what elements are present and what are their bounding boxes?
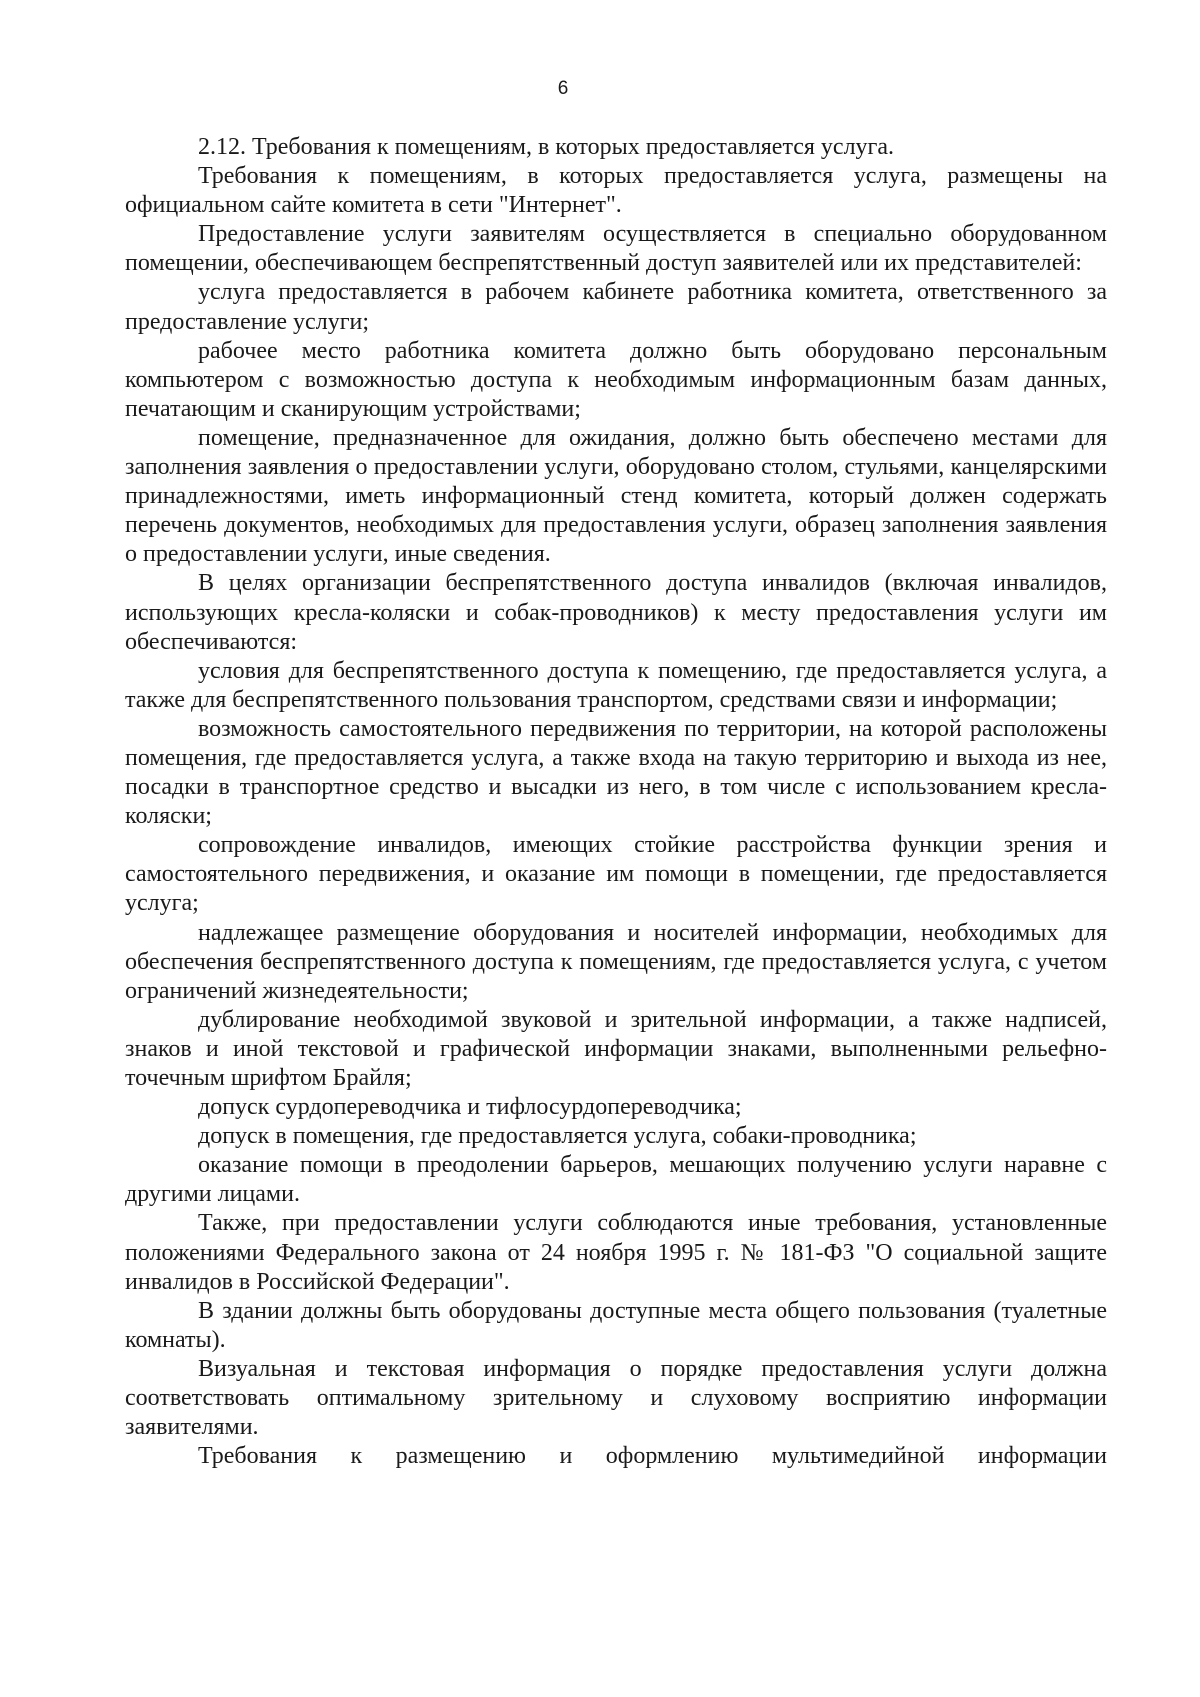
- paragraph: допуск сурдопереводчика и тифлосурдопереводчика;: [198, 1094, 742, 1121]
- paragraph: Визуальная и текстовая информация о порядке предоставления услуги должна соответствовать оптимальному зрительному и слуховому восприятию информации заявителями.: [125, 1355, 1107, 1441]
- paragraph: рабочее место работника комитета должно быть оборудовано персональным компьютером с возможностью доступа к необходимым информационным базам данных, печатающим и сканирующим устройствами;: [125, 337, 1107, 422]
- paragraph: Предоставление услуги заявителям осуществляется в специально оборудованном помещении, обеспечивающем беспрепятственный доступ заявителей или их представителей:: [125, 221, 1107, 277]
- paragraph: надлежащее размещение оборудования и носителей информации, необходимых для обеспечения беспрепятственного доступа к помещениям, где предоставляется услуга, с учетом ограничений жизнедеятельности;: [125, 919, 1107, 1004]
- paragraph: В целях организации беспрепятственного доступа инвалидов (включая инвалидов, использующих кресла-коляски и собак-проводников) к месту предоставления услуги им обеспечиваются:: [125, 570, 1107, 655]
- paragraph: допуск в помещения, где предоставляется услуга, собаки-проводника;: [198, 1123, 917, 1150]
- paragraph: дублирование необходимой звуковой и зрительной информации, а также надписей, знаков и иной текстовой и графической информации знаками, выполненными рельефно-точечным шрифтом Брайля;: [125, 1006, 1107, 1091]
- paragraph: сопровождение инвалидов, имеющих стойкие расстройства функции зрения и самостоятельного передвижения, и оказание им помощи в помещении, где предоставляется услуга;: [125, 832, 1107, 917]
- paragraph: возможность самостоятельного передвижения по территории, на которой расположены помещения, где предоставляется услуга, а также входа на такую территорию и выхода из нее, посадки в транспортное средство и высадки из него, в том числе с использованием кресла-коляски;: [125, 715, 1107, 830]
- paragraph: В здании должны быть оборудованы доступные места общего пользования (туалетные комнаты).: [125, 1297, 1107, 1353]
- paragraph: оказание помощи в преодолении барьеров, мешающих получению услуги наравне с другими лицами.: [125, 1152, 1107, 1208]
- paragraph: условия для беспрепятственного доступа к помещению, где предоставляется услуга, а также для беспрепятственного пользования транспортом, средствами связи и информации;: [125, 657, 1107, 713]
- page-number: 6: [557, 78, 569, 99]
- paragraph: Также, при предоставлении услуги соблюдаются иные требования, установленные положениями Федерального закона от 24 ноября 1995 г. № 181-ФЗ "О социальной защите инвалидов в Российской Федерации".: [125, 1210, 1107, 1295]
- paragraph: помещение, предназначенное для ожидания, должно быть обеспечено местами для заполнения заявления о предоставлении услуги, оборудовано столом, стульями, канцелярскими принадлежностями, иметь информационный стенд комитета, который должен содержать перечень документов, необходимых для предоставления услуги, образец заполнения заявления о предоставлении услуги, иные сведения.: [125, 424, 1107, 568]
- paragraph: Требования к размещению и оформлению мультимедийной информации: [198, 1443, 1107, 1470]
- paragraph-section-heading: 2.12. Требования к помещениям, в которых предоставляется услуга.: [198, 134, 895, 160]
- paragraph: Требования к помещениям, в которых предоставляется услуга, размещены на официальном сайте комитета в сети "Интернет".: [125, 163, 1107, 219]
- paragraph: услуга предоставляется в рабочем кабинете работника комитета, ответственного за предоставление услуги;: [125, 279, 1107, 335]
- document-body: [125, 133, 1107, 1471]
